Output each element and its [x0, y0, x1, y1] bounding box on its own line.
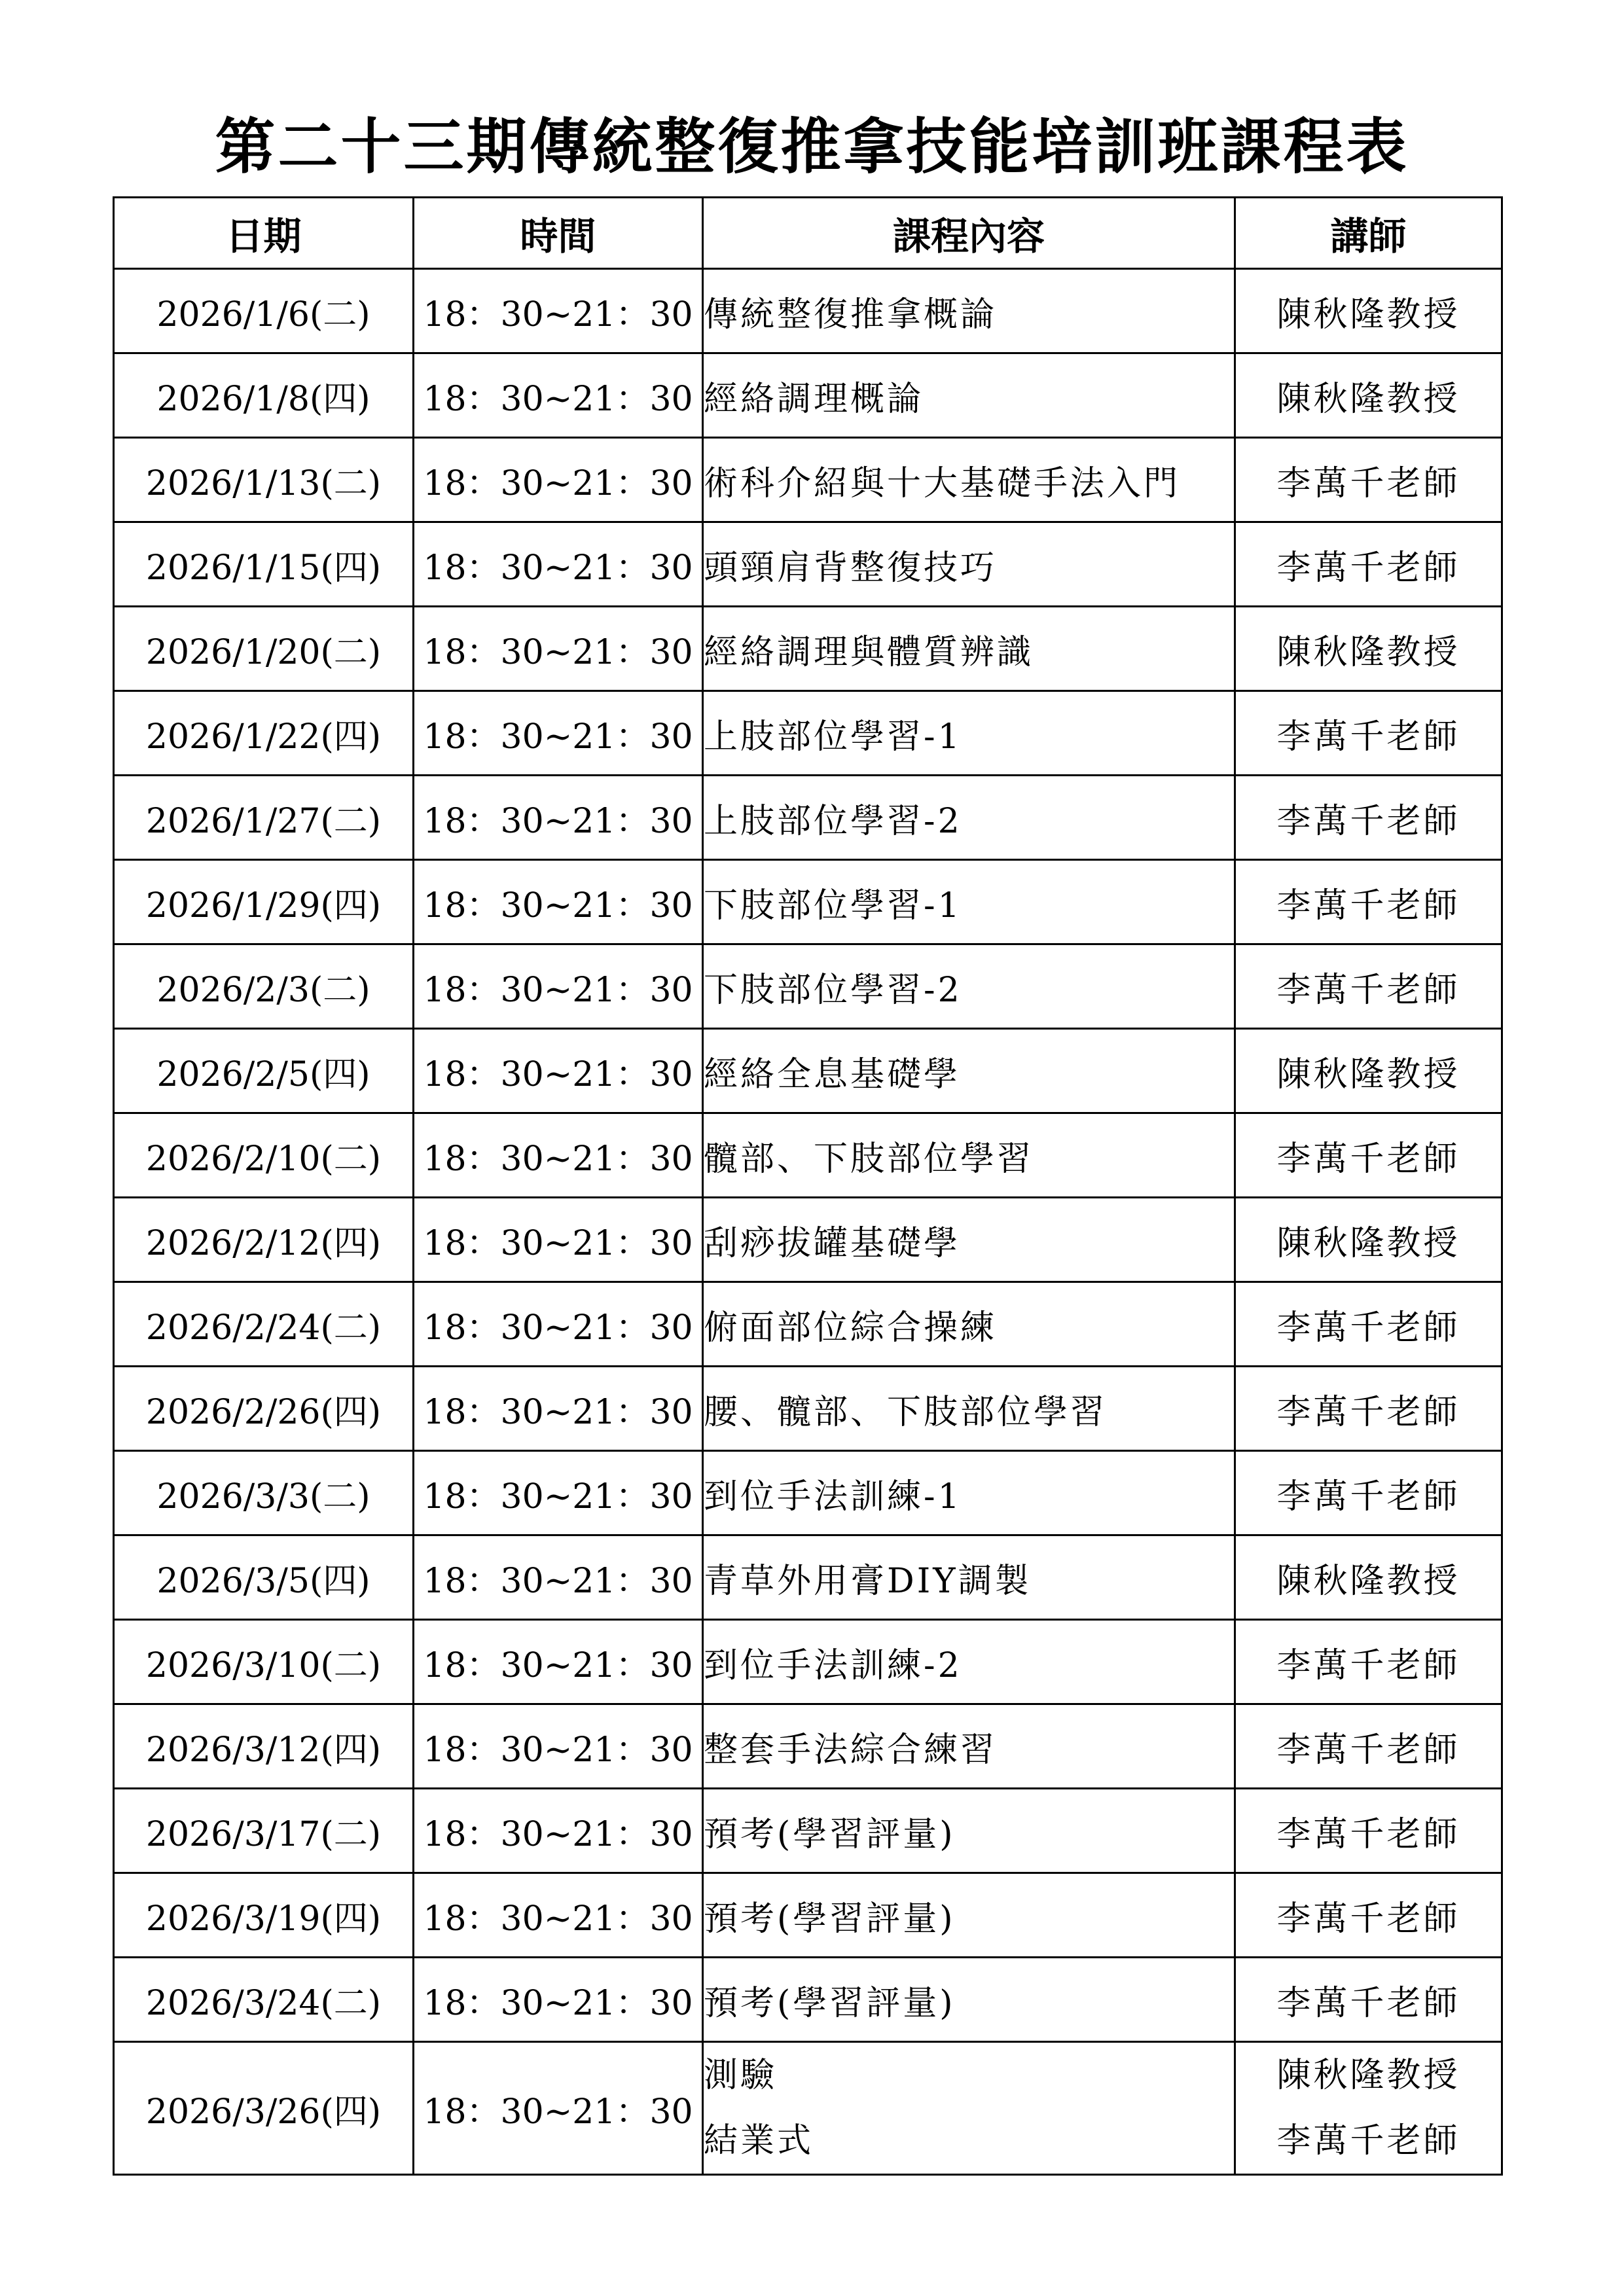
date-cell: 2026/2/24(二)	[114, 1282, 414, 1367]
course-cell: 預考(學習評量)	[703, 1958, 1235, 2042]
table-row	[114, 944, 1502, 1029]
date-cell: 2026/3/12(四)	[114, 1704, 414, 1789]
course-cell: 經絡調理概論	[703, 353, 1235, 438]
time-cell: 18：30~21：30	[414, 1367, 703, 1451]
table-row	[114, 1704, 1502, 1789]
time-cell: 18：30~21：30	[414, 1704, 703, 1789]
course-cell: 上肢部位學習-1	[703, 691, 1235, 776]
table-row	[114, 1873, 1502, 1958]
date-cell: 2026/3/19(四)	[114, 1873, 414, 1958]
date-cell: 2026/1/6(二)	[114, 269, 414, 353]
table-row	[114, 522, 1502, 607]
table-row	[114, 607, 1502, 691]
teacher-cell: 李萬千老師	[1235, 1367, 1502, 1451]
course-cell: 青草外用膏DIY調製	[703, 1535, 1235, 1620]
table-row	[114, 438, 1502, 522]
teacher-cell: 陳秋隆教授	[1235, 353, 1502, 438]
table-row	[114, 1367, 1502, 1451]
date-cell: 2026/3/26(四)	[114, 2042, 414, 2175]
course-cell: 預考(學習評量)	[703, 1873, 1235, 1958]
time-cell: 18：30~21：30	[414, 1113, 703, 1198]
time-cell: 18：30~21：30	[414, 2042, 703, 2175]
time-cell: 18：30~21：30	[414, 1873, 703, 1958]
teacher-cell: 陳秋隆教授	[1235, 607, 1502, 691]
teacher-cell: 陳秋隆教授	[1235, 1029, 1502, 1113]
course-cell: 經絡調理與體質辨識	[703, 607, 1235, 691]
time-cell: 18：30~21：30	[414, 607, 703, 691]
course-cell: 刮痧拔罐基礎學	[703, 1198, 1235, 1282]
page-title: 第二十三期傳統整復推拿技能培訓班課程表	[215, 112, 1409, 182]
date-cell: 2026/1/15(四)	[114, 522, 414, 607]
teacher-cell: 李萬千老師	[1235, 776, 1502, 860]
teacher-cell: 李萬千老師	[1235, 1282, 1502, 1367]
date-cell: 2026/1/8(四)	[114, 353, 414, 438]
table-header-row	[114, 198, 1502, 269]
teacher-cell: 李萬千老師	[1235, 522, 1502, 607]
time-cell: 18：30~21：30	[414, 1535, 703, 1620]
teacher-line: 陳秋隆教授	[1276, 2056, 1460, 2095]
teacher-cell: 李萬千老師	[1235, 944, 1502, 1029]
table-row-final	[114, 2042, 1502, 2175]
date-cell: 2026/3/24(二)	[114, 1958, 414, 2042]
teacher-cell: 李萬千老師	[1235, 1873, 1502, 1958]
table-row	[114, 1958, 1502, 2042]
teacher-line: 李萬千老師	[1276, 2121, 1460, 2161]
course-cell: 到位手法訓練-2	[703, 1620, 1235, 1704]
teacher-cell: 陳秋隆教授	[1235, 269, 1502, 353]
course-cell: 下肢部位學習-2	[703, 944, 1235, 1029]
header-date: 日期	[114, 198, 414, 269]
table-row	[114, 1029, 1502, 1113]
time-cell: 18：30~21：30	[414, 269, 703, 353]
table-row	[114, 776, 1502, 860]
course-cell: 預考(學習評量)	[703, 1789, 1235, 1873]
time-cell: 18：30~21：30	[414, 1282, 703, 1367]
teacher-cell: 李萬千老師	[1235, 1451, 1502, 1535]
teacher-cell: 李萬千老師	[1235, 1958, 1502, 2042]
course-cell: 經絡全息基礎學	[703, 1029, 1235, 1113]
date-cell: 2026/2/10(二)	[114, 1113, 414, 1198]
course-cell: 整套手法綜合練習	[703, 1704, 1235, 1789]
time-cell: 18：30~21：30	[414, 860, 703, 944]
date-cell: 2026/3/17(二)	[114, 1789, 414, 1873]
date-cell: 2026/2/12(四)	[114, 1198, 414, 1282]
table-row	[114, 269, 1502, 353]
course-cell: 上肢部位學習-2	[703, 776, 1235, 860]
date-cell: 2026/2/26(四)	[114, 1367, 414, 1451]
date-cell: 2026/1/13(二)	[114, 438, 414, 522]
table-row	[114, 1620, 1502, 1704]
time-cell: 18：30~21：30	[414, 438, 703, 522]
course-cell: 術科介紹與十大基礎手法入門	[703, 438, 1235, 522]
time-cell: 18：30~21：30	[414, 1620, 703, 1704]
time-cell: 18：30~21：30	[414, 1451, 703, 1535]
teacher-cell	[1235, 2042, 1502, 2175]
time-cell: 18：30~21：30	[414, 691, 703, 776]
course-cell: 傳統整復推拿概論	[703, 269, 1235, 353]
course-cell: 腰、髖部、下肢部位學習	[703, 1367, 1235, 1451]
table-row	[114, 353, 1502, 438]
teacher-cell: 李萬千老師	[1235, 438, 1502, 522]
teacher-cell: 李萬千老師	[1235, 1704, 1502, 1789]
course-cell: 髖部、下肢部位學習	[703, 1113, 1235, 1198]
table-row	[114, 1282, 1502, 1367]
schedule-table	[113, 196, 1503, 2176]
date-cell: 2026/1/20(二)	[114, 607, 414, 691]
date-cell: 2026/2/3(二)	[114, 944, 414, 1029]
header-time: 時間	[414, 198, 703, 269]
teacher-cell: 陳秋隆教授	[1235, 1198, 1502, 1282]
header-course: 課程內容	[703, 198, 1235, 269]
table-row	[114, 1535, 1502, 1620]
date-cell: 2026/2/5(四)	[114, 1029, 414, 1113]
table-row	[114, 1198, 1502, 1282]
time-cell: 18：30~21：30	[414, 1958, 703, 2042]
course-cell: 到位手法訓練-1	[703, 1451, 1235, 1535]
course-cell	[703, 2042, 1235, 2175]
time-cell: 18：30~21：30	[414, 353, 703, 438]
time-cell: 18：30~21：30	[414, 522, 703, 607]
teacher-cell: 李萬千老師	[1235, 1113, 1502, 1198]
time-cell: 18：30~21：30	[414, 944, 703, 1029]
time-cell: 18：30~21：30	[414, 776, 703, 860]
table-row	[114, 1789, 1502, 1873]
teacher-cell: 李萬千老師	[1235, 1620, 1502, 1704]
teacher-cell: 李萬千老師	[1235, 1789, 1502, 1873]
date-cell: 2026/3/5(四)	[114, 1535, 414, 1620]
time-cell: 18：30~21：30	[414, 1789, 703, 1873]
header-teacher: 講師	[1235, 198, 1502, 269]
table-row	[114, 860, 1502, 944]
time-cell: 18：30~21：30	[414, 1198, 703, 1282]
table-row	[114, 1451, 1502, 1535]
course-cell: 頭頸肩背整復技巧	[703, 522, 1235, 607]
time-cell: 18：30~21：30	[414, 1029, 703, 1113]
course-line: 測驗	[704, 2056, 778, 2095]
teacher-cell: 李萬千老師	[1235, 691, 1502, 776]
teacher-cell: 李萬千老師	[1235, 860, 1502, 944]
date-cell: 2026/1/27(二)	[114, 776, 414, 860]
table-row	[114, 691, 1502, 776]
date-cell: 2026/1/22(四)	[114, 691, 414, 776]
date-cell: 2026/3/10(二)	[114, 1620, 414, 1704]
course-cell: 下肢部位學習-1	[703, 860, 1235, 944]
table-row	[114, 1113, 1502, 1198]
date-cell: 2026/1/29(四)	[114, 860, 414, 944]
course-cell: 俯面部位綜合操練	[703, 1282, 1235, 1367]
date-cell: 2026/3/3(二)	[114, 1451, 414, 1535]
teacher-cell: 陳秋隆教授	[1235, 1535, 1502, 1620]
course-line: 結業式	[704, 2121, 814, 2161]
